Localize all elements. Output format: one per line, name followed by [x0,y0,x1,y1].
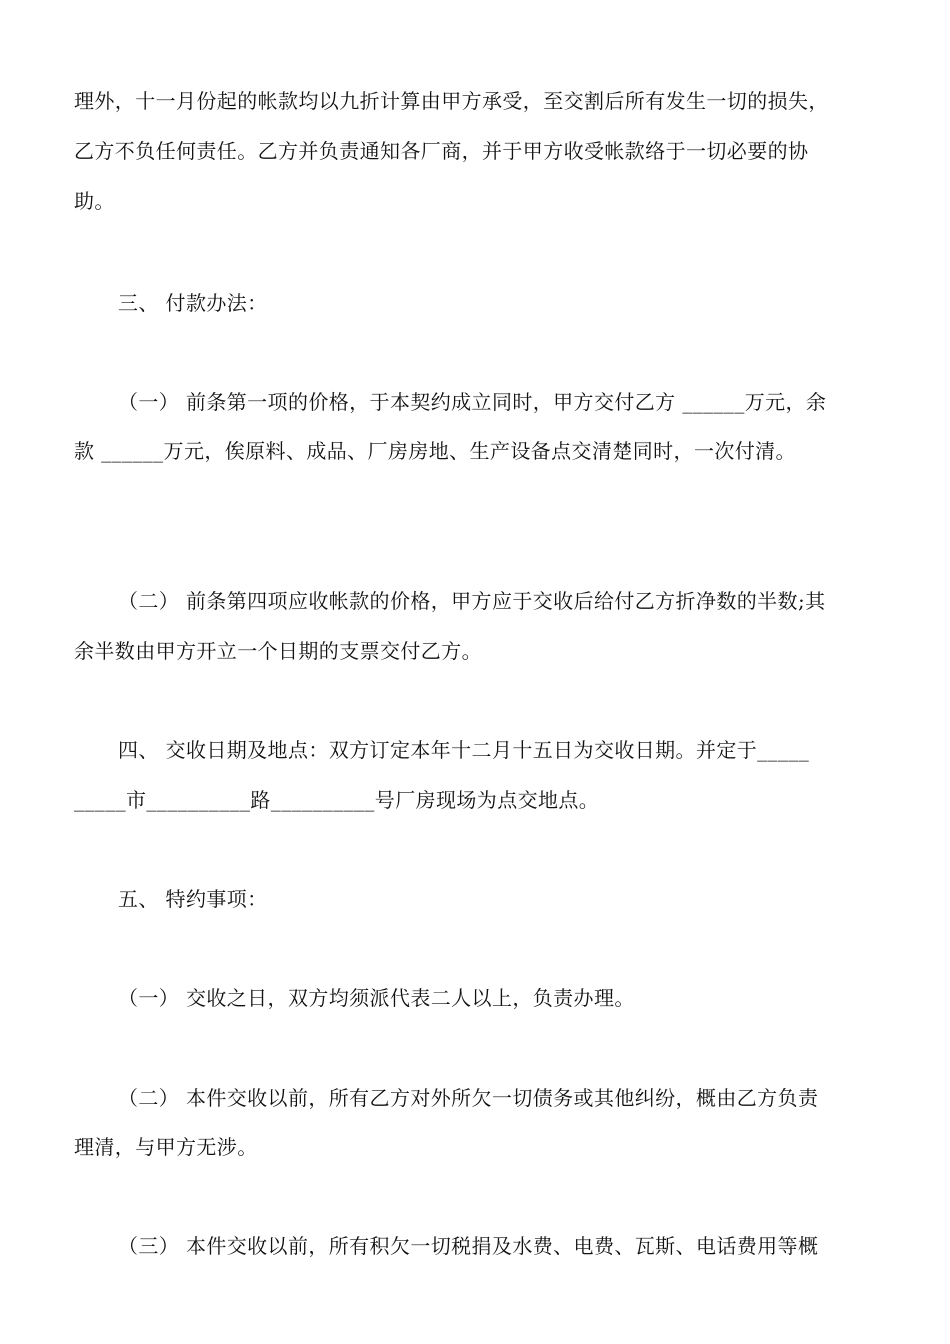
paragraph-line: （一） 交收之日，双方均须派代表二人以上，负责办理。 [118,986,635,1010]
paragraph-line: 款 ______万元，俟原料、成品、厂房房地、生产设备点交清楚同时，一次付清。 [74,439,796,463]
paragraph-line: （一） 前条第一项的价格，于本契约成立同时，甲方交付乙方 ______万元，余 [118,390,827,414]
paragraph-line: 理清，与甲方无涉。 [74,1135,258,1159]
paragraph-line: （二） 前条第四项应收帐款的价格，甲方应于交收后给付乙方折净数的半数;其 [118,589,826,613]
paragraph-line: _____市__________路__________号厂房现场为点交地点。 [74,788,600,812]
paragraph-line: 余半数由甲方开立一个日期的支票交付乙方。 [74,639,482,663]
section-heading: 五、 特约事项： [118,887,268,911]
section-heading: 四、 交收日期及地点：双方订定本年十二月十五日为交收日期。并定于_____ [118,738,810,762]
paragraph-line: 乙方不负任何责任。乙方并负责通知各厂商，并于甲方收受帐款络于一切必要的协 [74,139,809,163]
section-heading: 三、 付款办法： [118,291,268,315]
paragraph-line: （二） 本件交收以前，所有乙方对外所欠一切债务或其他纠纷，概由乙方负责 [118,1086,819,1110]
paragraph-line: 助。 [74,189,115,213]
paragraph-line: 理外，十一月份起的帐款均以九折计算由甲方承受，至交割后所有发生一切的损失， [74,89,829,113]
paragraph-line: （三） 本件交收以前，所有积欠一切税捐及水费、电费、瓦斯、电话费用等概 [118,1234,819,1258]
